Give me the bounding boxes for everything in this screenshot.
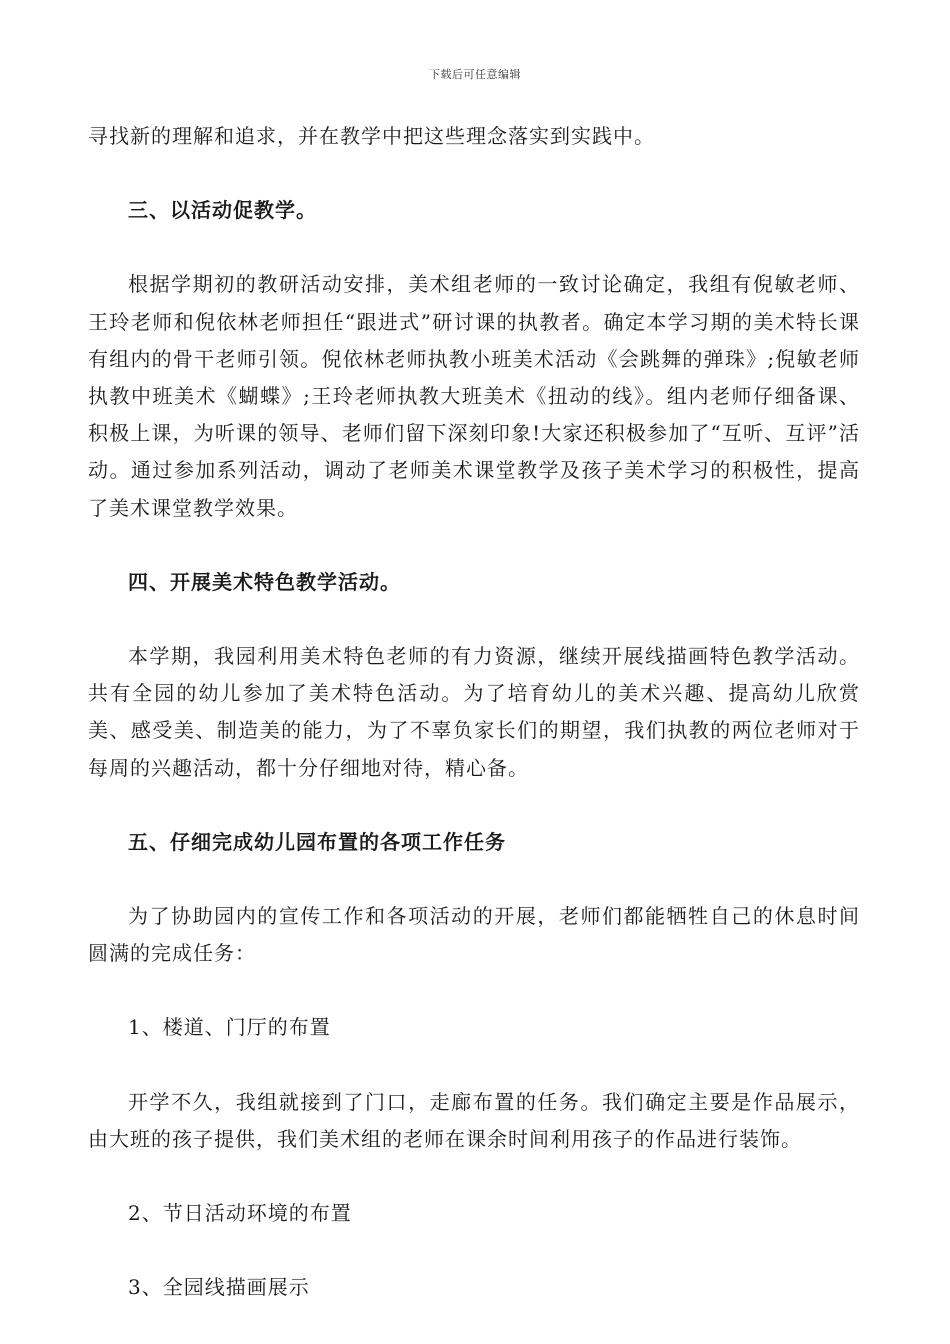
subheading-3: 3、全园线描画展示 — [128, 1275, 310, 1300]
section-heading-4: 四、开展美术特色教学活动。 — [128, 569, 401, 594]
subheading-1: 1、楼道、门厅的布置 — [128, 1015, 331, 1040]
paragraph-section-3: 根据学期初的教研活动安排，美术组老师的一致讨论确定，我组有倪敏老师、王玲老师和倪依林老师担任“跟进式”研讨课的执教者。确定本学习期的美术特长课有组内的骨干老师引领。倪依林老师执教小班美术活动《会跳舞的弹珠》;倪敏老师执教中班美术《蝴蝶》;王玲老师执教大班美术《扭动的线》。组内老师仔细备课、积极上课，为听课的领导、老师们留下深刻印象!大家还积极参加了“互听、互评”活动。通过参加系列活动，调动了老师美术课堂教学及孩子美术学习的积极性，提高了美术课堂教学效果。 — [88, 272, 860, 520]
section-heading-5: 五、仔细完成幼儿园布置的各项工作任务 — [128, 829, 506, 854]
header-note: 下载后可任意编辑 — [429, 68, 521, 81]
section-heading-3: 三、以活动促教学。 — [128, 198, 317, 223]
paragraph-section-4: 本学期，我园利用美术特色老师的有力资源，继续开展线描画特色教学活动。共有全园的幼儿参加了美术特色活动。为了培育幼儿的美术兴趣、提高幼儿欣赏美、感受美、制造美的能力，为了不辜负家长们的期望，我们执教的两位老师对于每周的兴趣活动，都十分仔细地对待，精心备。 — [88, 644, 860, 780]
paragraph-continuation: 寻找新的理解和追求，并在教学中把这些理念落实到实践中。 — [88, 124, 655, 148]
document-body — [88, 118, 860, 1343]
paragraph-section-5: 为了协助园内的宣传工作和各项活动的开展，老师们都能牺牲自己的休息时间圆满的完成任务： — [88, 904, 860, 966]
subheading-2: 2、节日活动环境的布置 — [128, 1201, 352, 1226]
paragraph-subsection-1: 开学不久，我组就接到了门口，走廊布置的任务。我们确定主要是作品展示，由大班的孩子提供，我们美术组的老师在课余时间利用孩子的作品进行装饰。 — [88, 1089, 860, 1151]
